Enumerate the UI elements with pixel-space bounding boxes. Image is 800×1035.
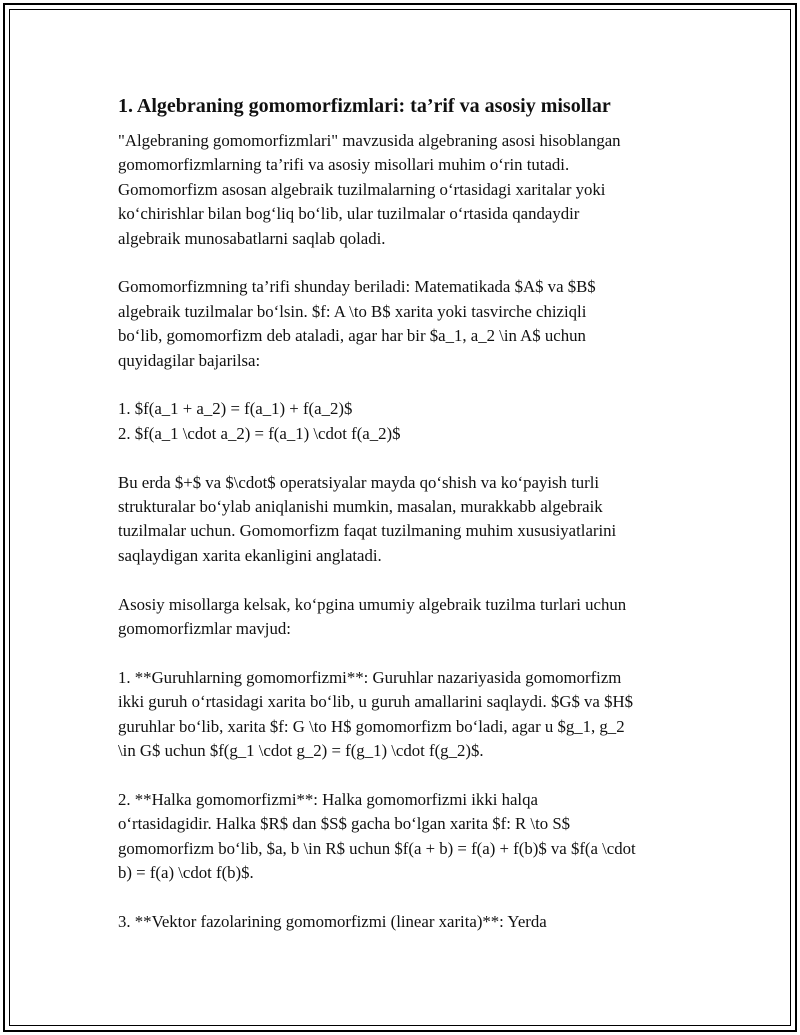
paragraph xyxy=(118,397,690,446)
text-line: 2. $f(a_1 \cdot a_2) = f(a_1) \cdot f(a_2)$ xyxy=(118,423,401,443)
text-line: quyidagilar bajarilsa: xyxy=(118,350,261,370)
text-line: tuzilmalar uchun. Gomomorfizm faqat tuzilmaning muhim xususiyatlarini xyxy=(118,521,617,541)
text-line: \in G$ uchun $f(g_1 \cdot g_2) = f(g_1) \cdot f(g_2)$. xyxy=(118,741,484,761)
paragraph xyxy=(118,593,690,642)
text-line: strukturalar bo‘ylab aniqlanishi mumkin, masalan, murakkabb algebraik xyxy=(118,497,603,517)
text-line: algebraik tuzilmalar bo‘lsin. $f: A \to B$ xarita yoki tasvirche chiziqli xyxy=(118,301,587,321)
text-line: algebraik munosabatlarni saqlab qoladi. xyxy=(118,228,386,248)
paragraph xyxy=(118,910,690,934)
document-body xyxy=(118,129,690,934)
text-line: b) = f(a) \cdot f(b)$. xyxy=(118,863,254,883)
document-page xyxy=(118,93,690,959)
text-line: Gomomorfizm asosan algebraik tuzilmalarning o‘rtasidagi xaritalar yoki xyxy=(118,179,606,199)
text-line: Bu erda $+$ va $\cdot$ operatsiyalar mayda qo‘shish va ko‘payish turli xyxy=(118,472,600,492)
text-line: "Algebraning gomomorfizmlari" mavzusida algebraning asosi hisoblangan xyxy=(118,131,621,150)
text-line: 2. **Halka gomomorfizmi**: Halka gomomorfizmi ikki halqa xyxy=(118,789,538,809)
text-line: gomomorfizmlarning ta’rifi va asosiy misollari muhim o‘rin tutadi. xyxy=(118,155,570,175)
document-title: 1. Algebraning gomomorfizmlari: ta’rif va asosiy misollar xyxy=(118,95,611,117)
text-line: saqlaydigan xarita ekanligini anglatadi. xyxy=(118,545,382,565)
text-line: 1. $f(a_1 + a_2) = f(a_1) + f(a_2)$ xyxy=(118,399,353,419)
paragraph xyxy=(118,129,690,251)
paragraph xyxy=(118,275,690,373)
text-line: 1. **Guruhlarning gomomorfizmi**: Guruhlar nazariyasida gomomorfizm xyxy=(118,667,622,687)
text-line: Asosiy misollarga kelsak, ko‘pgina umumiy algebraik tuzilma turlari uchun xyxy=(118,594,627,614)
text-line: ko‘chirishlar bilan bog‘liq bo‘lib, ular tuzilmalar o‘rtasida qandaydir xyxy=(118,204,580,224)
paragraph xyxy=(118,471,690,569)
paragraph xyxy=(118,788,690,886)
text-line: Gomomorfizmning ta’rifi shunday beriladi: Matematikada $A$ va $B$ xyxy=(118,277,596,297)
text-line: gomomorfizmlar mavjud: xyxy=(118,619,291,639)
paragraph xyxy=(118,666,690,764)
text-line: 3. **Vektor fazolarining gomomorfizmi (linear xarita)**: Yerda xyxy=(118,911,547,931)
text-line: bo‘lib, gomomorfizm deb ataladi, agar har bir $a_1, a_2 \in A$ uchun xyxy=(118,326,586,346)
text-line: gomomorfizm bo‘lib, $a, b \in R$ uchun $f(a + b) = f(a) + f(b)$ va $f(a \cdot xyxy=(118,838,636,858)
text-line: o‘rtasidagidir. Halka $R$ dan $S$ gacha bo‘lgan xarita $f: R \to S$ xyxy=(118,814,571,834)
text-line: ikki guruh o‘rtasidagi xarita bo‘lib, u guruh amallarini saqlaydi. $G$ va $H$ xyxy=(118,692,633,712)
text-line: guruhlar bo‘lib, xarita $f: G \to H$ gomomorfizm bo‘ladi, agar u $g_1, g_2 xyxy=(118,716,625,736)
